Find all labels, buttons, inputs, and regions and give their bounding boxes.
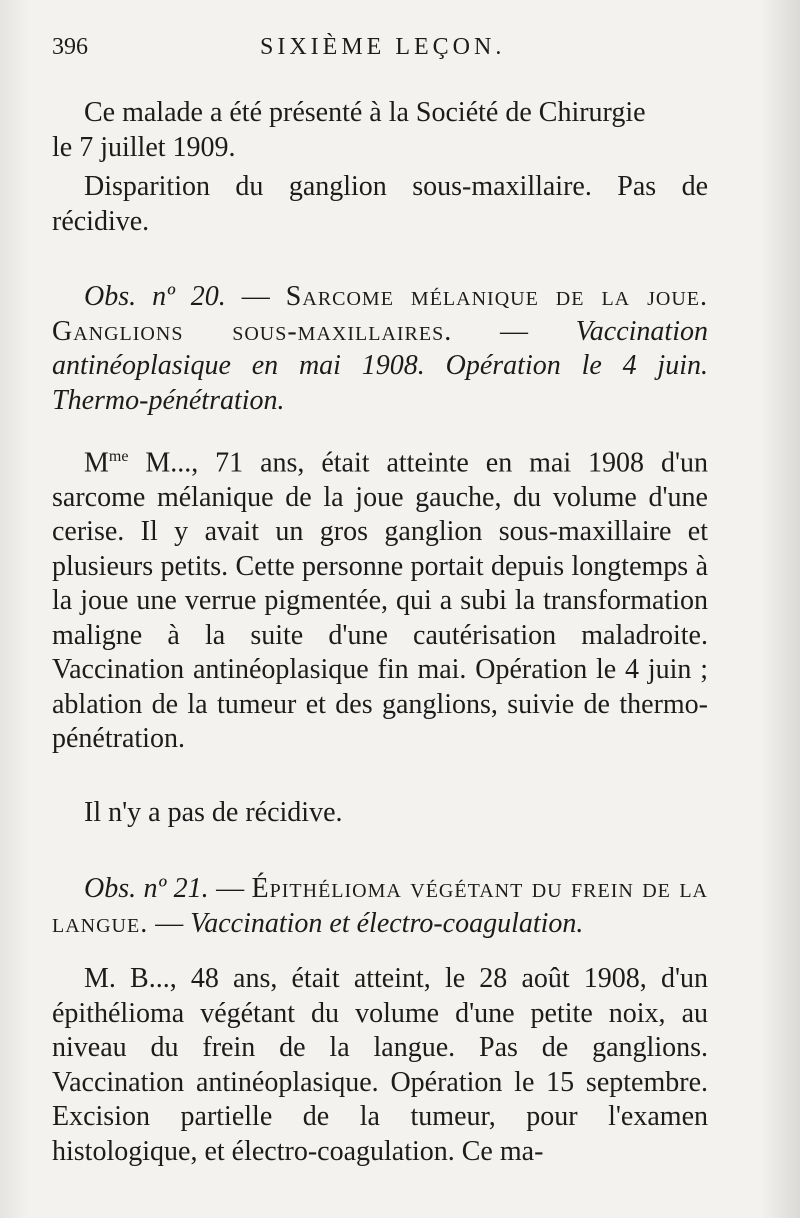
paragraph-line: Ce malade a été présenté à la Société de Chirurgie — [84, 97, 646, 128]
obs-dash: — — [452, 315, 576, 347]
obs-dash: — — [148, 907, 191, 939]
paragraph-no-recurrence: Il n'y a pas de récidive. — [84, 797, 343, 828]
page-header — [52, 34, 742, 74]
observation-20-heading — [52, 280, 708, 418]
obs-title: Sarcome mélanique de la joue. Ganglions sous-maxillaires. — [52, 281, 708, 347]
obs-details: Vaccination et électro-coagulation. — [190, 907, 584, 939]
case-prefix-superscript: me — [108, 448, 129, 465]
obs-dash: — — [225, 281, 286, 312]
running-title: SIXIÈME LEÇON. — [260, 34, 506, 60]
obs-label: Obs. nº 20. — [84, 281, 226, 312]
obs-title: Épithélioma végétant du frein de la langue. — [52, 873, 708, 939]
paragraph-disparition: Disparition du ganglion sous-maxillaire. Pas de récidive. — [52, 171, 708, 237]
obs-dash: — — [208, 873, 252, 904]
case-body: M..., 71 ans, était atteinte en mai 1908 d'un sarcome mélanique de la joue gauche, du volume d'une cerise. Il y avait un gros ganglion sous-maxillaire et plusieurs petits. Cette personne portait depuis longtemps à la joue une verrue pigmentée, qui a subi la transformation maligne à la suite d'une cautérisation maladroite. Vaccination antinéoplasique fin mai. Opération le 4 juin ; ablation de la tumeur et des ganglions, suivie de thermo-pénétration. — [52, 447, 708, 755]
paragraph-case-21: M. B..., 48 ans, était atteint, le 28 août 1908, d'un épithélioma végétant du volume d'une petite noix, au niveau du frein de la langue. Pas de ganglions. Vaccination antinéoplasique. Opération le 15 septembre. Excision partielle de la tumeur, pour l'examen histologique, et électro-coagulation. Ce ma- — [52, 963, 708, 1167]
paragraph-line: le 7 juillet 1909. — [52, 131, 236, 163]
observation-21-heading — [52, 872, 708, 941]
obs-label: Obs. nº 21. — [84, 873, 209, 904]
paragraph-presentation — [52, 96, 708, 165]
paragraph-case-20 — [52, 440, 708, 757]
page-number: 396 — [52, 34, 88, 60]
case-prefix: M — [84, 447, 109, 479]
obs-details: Vaccination antinéoplasique en mai 1908. Opération le 4 juin. Thermo-pénétration. — [52, 315, 708, 416]
